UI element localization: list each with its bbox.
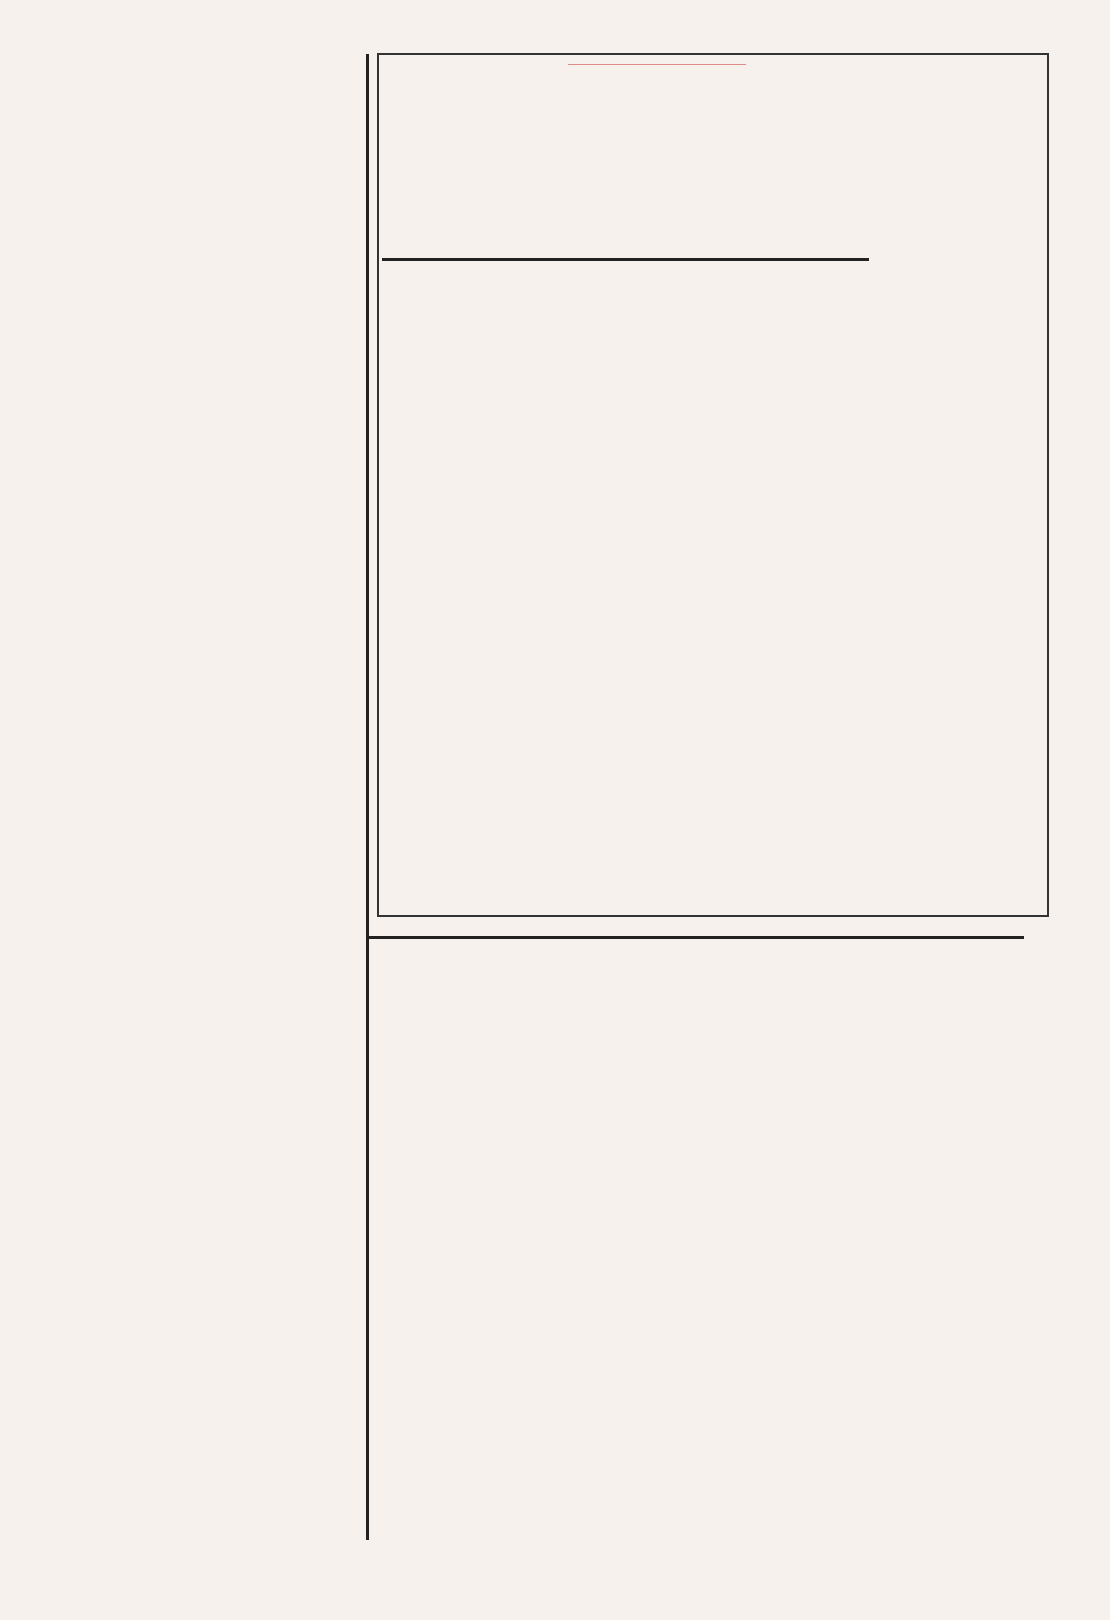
title-rule	[382, 258, 869, 261]
section-divider	[368, 936, 1024, 939]
program-logo	[385, 82, 785, 222]
article-body	[34, 324, 361, 352]
column-divider	[366, 54, 369, 1540]
